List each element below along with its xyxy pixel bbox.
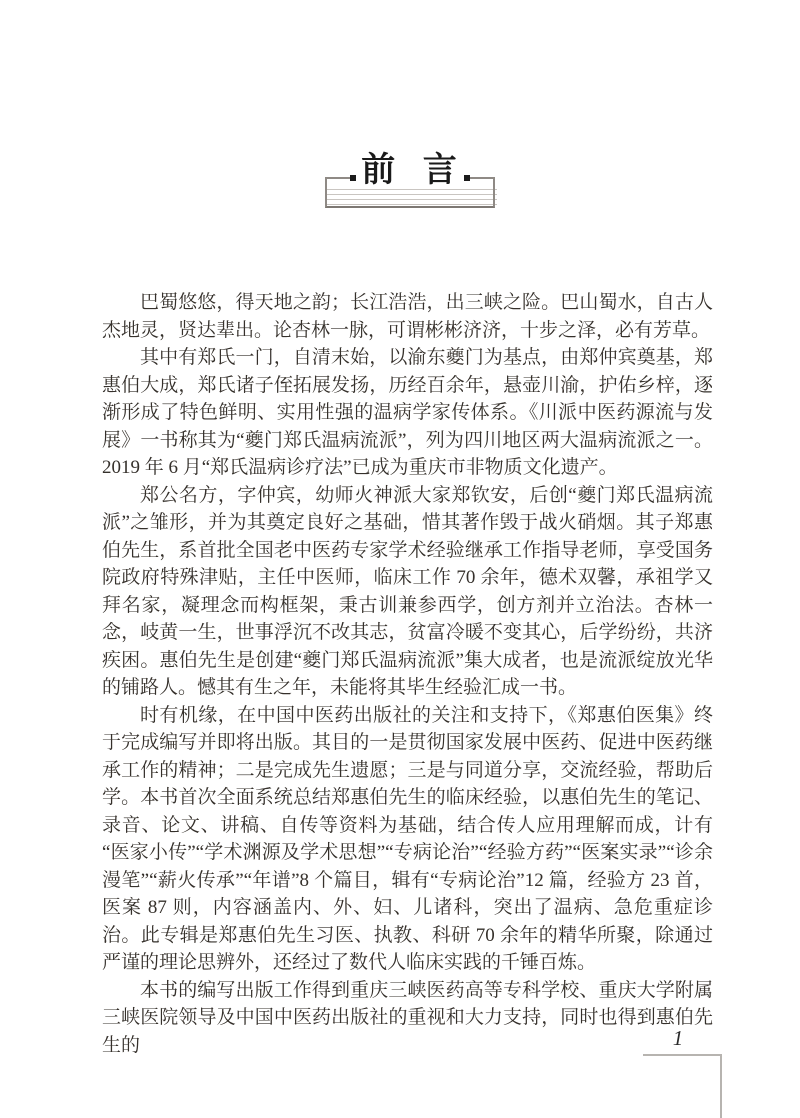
preface-paragraph: 郑公名方，字仲宾，幼师火神派大家郑钦安，后创“夔门郑氏温病流派”之雏形，并为其奠定良好之基础，惜其著作毁于战火硝烟。其子郑惠伯先生，系首批全国老中医药专家学术经验继承工作指导老师，享受国务院政府特殊津贴，主任中医师，临床工作 70 余年，德术双馨，承祖学又拜名家，凝理念而构框架，秉古训兼参西学，创方剂并立治法。杏林一念，岐黄一生，世事浮沉不改其志，贫富冷暖不变其心，后学纷纷，共济疾困。惠伯先生是创建“夔门郑氏温病流派”集大成者，也是流派绽放光华的铺路人。憾其有生之年，未能将其毕生经验汇成一书。 [102,484,713,698]
page-corner-border-vertical [720,1054,722,1118]
preface-paragraph: 本书的编写出版工作得到重庆三峡医药高等专科学校、重庆大学附属三峡医院领导及中国中医药出版社的重视和大力支持，同时也得到惠伯先生的 [102,979,713,1056]
preface-paragraph: 其中有郑氏一门，自清末始，以渝东夔门为基点，由郑仲宾奠基，郑惠伯大成，郑氏诸子侄拓展发扬，历经百余年，悬壶川渝，护佑乡梓，逐渐形成了特色鲜明、实用性强的温病学家传体系。《川派中医药源流与发展》一书称其为“夔门郑氏温病流派”，列为四川地区两大温病流派之一。2019 年 6 月“郑氏温病诊疗法”已成为重庆市非物质文化遗产。 [102,347,713,478]
preface-header [0,0,800,240]
preface-body [102,289,713,1059]
page-title: 前 言 [361,151,459,189]
page-number: 1 [672,1026,684,1050]
preface-paragraph: 巴蜀悠悠，得天地之韵；长江浩浩，出三峡之险。巴山蜀水，自古人杰地灵，贤达辈出。论杏林一脉，可谓彬彬济济，十步之泽，必有芳草。 [102,292,713,341]
preface-paragraph: 时有机缘，在中国中医药出版社的关注和支持下，《郑惠伯医集》终于完成编写并即将出版。其目的一是贯彻国家发展中医药、促进中医药继承工作的精神；二是完成先生遗愿；三是与同道分享，交流经验，帮助后学。本书首次全面系统总结郑惠伯先生的临床经验，以惠伯先生的笔记、录音、论文、讲稿、自传等资料为基础，结合传人应用理解而成，计有“医家小传”“学术渊源及学术思想”“专病论治”“经验方药”“医案实录”“诊余漫笔”“薪火传承”“年谱”8 个篇目，辑有“专病论治”12 篇，经验方 23 首，医案 87 则，内容涵盖内、外、妇、儿诸科，突出了温病、急危重症诊治。此专辑是郑惠伯先生习医、执教、科研 70 余年的精华所聚，除通过严谨的理论思辨外，还经过了数代人临床实践的千锤百炼。 [102,704,713,973]
page-corner-border-horizontal [643,1054,722,1056]
